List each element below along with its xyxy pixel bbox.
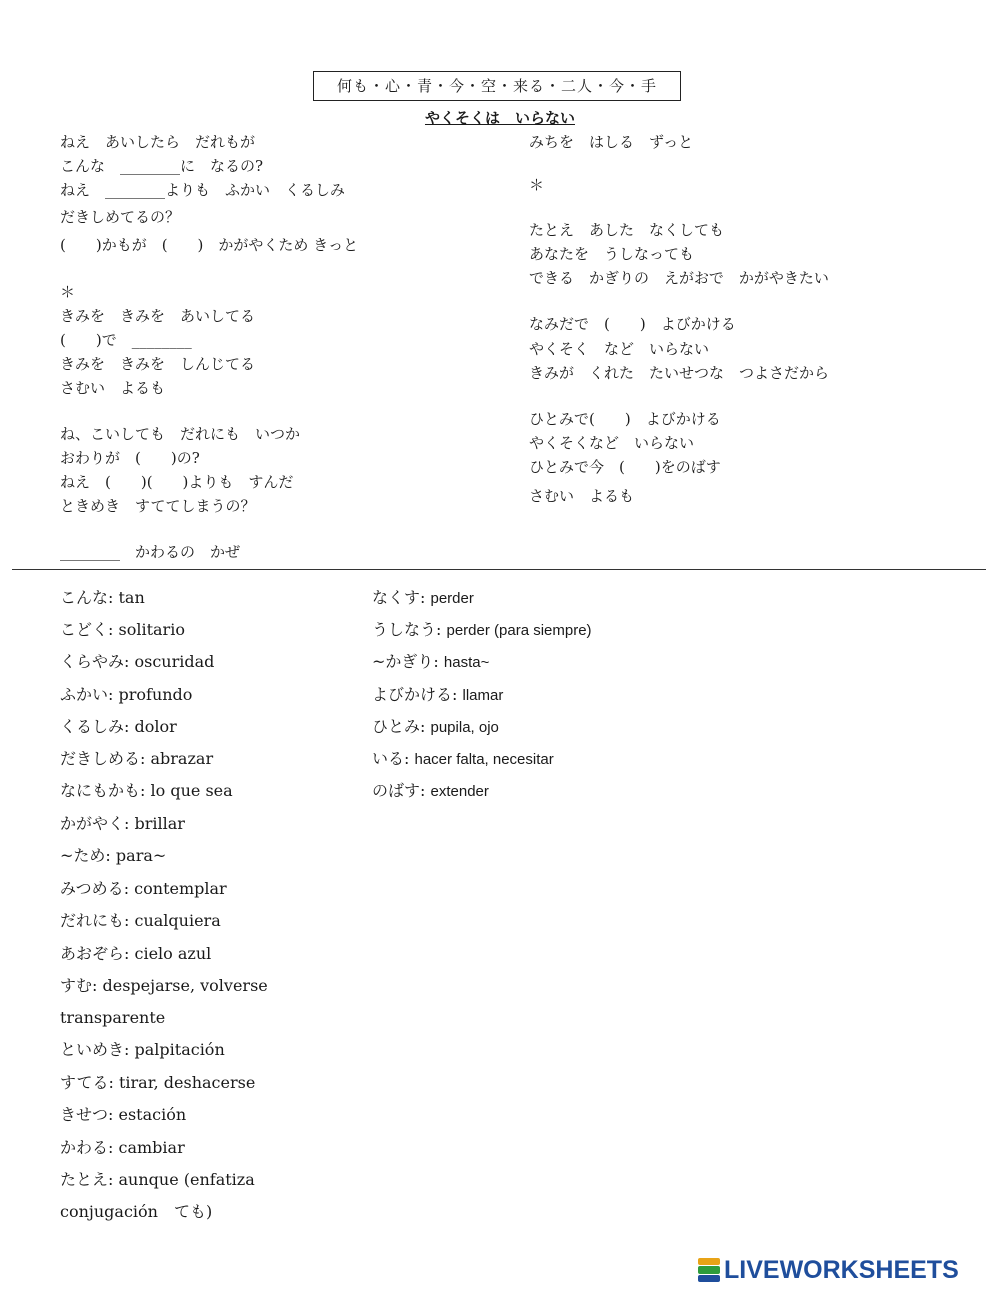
vocab-term: ひとみ [372,717,421,736]
vocab-definition: despejarse, volverse [102,976,268,995]
vocab-item: たとえ: aunque (enfatiza [60,1170,255,1189]
vocab-definition: perder (para siempre) [446,622,592,639]
vocab-definition: tan [118,588,145,607]
lyric-line: ＊ [60,283,76,301]
vocab-definition: cualquiera [134,911,221,930]
vocab-term: きせつ [60,1105,109,1124]
vocab-item: あおぞら: cielo azul [60,944,212,963]
vocab-item: うしなう: perder (para siempre) [372,620,592,639]
vocab-continuation [60,1008,165,1028]
vocab-term: あおぞら [60,944,125,963]
vocab-definition: perder [430,590,474,607]
logo-bar-2 [698,1266,720,1273]
lyric-line: さむい よるも [60,379,166,397]
vocab-item: なにもかも: lo que sea [60,781,233,800]
vocab-item: みつめる: contemplar [60,879,227,898]
vocab-definition: para~ [115,846,167,865]
vocab-term: ~ため [60,846,106,865]
lyric-line: ねえ ( )( )よりも すんだ [60,473,294,491]
vocab-term: こどく [60,620,109,639]
vocab-item: すてる: tirar, deshacerse [60,1073,256,1092]
logo-bar-1 [698,1258,720,1265]
lyric-line: おわりが ( )の? [60,449,200,467]
vocab-item: すむ: despejarse, volverse [60,976,268,995]
vocab-definition: dolor [134,717,177,736]
vocab-term: といめき [60,1040,125,1059]
lyric-line: あなたを うしなっても [529,245,695,263]
vocab-term: ~かぎり [372,652,434,671]
lyric-line: ひとみで( ) よびかける [529,410,721,428]
lyric-line: ＊ [529,176,545,194]
vocab-term: すてる [60,1073,109,1092]
vocab-item: ひとみ: pupila, ojo [372,717,499,736]
vocab-item: なくす: perder [372,588,474,607]
vocab-definition: extender [430,783,489,800]
lyric-line: ひとみで今 ( )をのばす [529,458,721,476]
lyric-line: たとえ あした なくしても [529,221,725,239]
lyric-line: きみが くれた たいせつな つよさだから [529,364,830,382]
lyric-line: できる かぎりの えがおで かがやきたい [529,269,829,287]
lyric-line: さむい よるも [529,487,635,505]
vocab-item: のばす: extender [372,781,489,800]
vocab-term: くらやみ [60,652,125,671]
vocab-term: かがやく [60,814,125,833]
lyric-line: だきしめてるの？ [60,208,181,226]
lyric-line: ときめき すててしまうの？ [60,497,256,515]
vocab-term: たとえ [60,1170,109,1189]
vocab-term: なくす [372,588,421,607]
vocab-item: よびかける: llamar [372,685,504,704]
vocab-term: みつめる [60,879,124,898]
vocab-definition: abrazar [150,749,214,768]
vocab-item: くるしみ: dolor [60,717,177,736]
vocab-definition: contemplar [134,879,227,898]
vocab-definition: cambiar [118,1138,185,1157]
lyric-line: きみを きみを しんじてる [60,355,256,373]
lyric-line: やくそくなど いらない [529,434,695,452]
vocab-definition: pupila, ojo [430,719,499,736]
vocab-item: だきしめる: abrazar [60,749,214,768]
vocab-item: いる: hacer falta, necesitar [372,749,554,768]
vocab-definition: transparente [60,1008,166,1027]
vocab-definition: profundo [118,685,193,704]
vocab-term: だれにも [60,911,125,930]
vocab-item: きせつ: estación [60,1105,187,1124]
logo-bar-3 [698,1275,720,1282]
lyric-line: きみを きみを あいしてる [60,307,256,325]
vocab-definition: conjugación ても) [60,1202,213,1221]
vocab-term: こんな [60,588,109,607]
vocab-item: ~ため: para~ [60,846,167,865]
lyric-line: やくそく など いらない [529,340,710,358]
vocab-term: くるしみ [60,717,125,736]
vocab-item: ~かぎり: hasta~ [372,652,490,671]
lyric-line: みちを はしる ずっと [529,133,694,151]
vocab-definition: oscuridad [134,652,215,671]
vocab-definition: estación [118,1105,187,1124]
vocab-term: うしなう [372,620,437,639]
vocab-definition: hacer falta, necesitar [414,751,554,768]
vocab-item: こどく: solitario [60,620,185,639]
lyric-line: ねえ ________よりも ふかい くるしみ [60,181,346,199]
vocab-term: のばす [372,781,421,800]
vocab-definition: llamar [462,687,504,704]
vocab-term: いる [372,749,405,768]
vocab-item: こんな: tan [60,588,145,607]
song-title: やくそくは いらない [424,109,575,127]
vocab-item: かわる: cambiar [60,1138,185,1157]
vocab-term: だきしめる [60,749,141,768]
vocab-definition: hasta~ [443,654,490,671]
lyric-line: ( )で ________ [60,331,192,349]
section-divider [12,569,986,570]
lyric-line: ね、こいしても だれにも いつか [60,425,301,443]
vocab-definition: palpitación [134,1040,225,1059]
vocab-item: かがやく: brillar [60,814,185,833]
vocab-item: といめき: palpitación [60,1040,225,1059]
lyric-line: こんな ________に なるの? [60,157,264,175]
vocab-definition: aunque (enfatiza [118,1170,255,1189]
vocab-definition: lo que sea [150,781,233,800]
vocab-definition: tirar, deshacerse [118,1073,256,1092]
vocab-definition: cielo azul [134,944,212,963]
lyric-line: ________ かわるの かぜ [60,543,241,561]
liveworksheets-logo-icon [698,1258,720,1282]
vocab-continuation [60,1202,212,1222]
vocab-definition: brillar [134,814,185,833]
vocab-term: すむ [60,976,93,995]
vocab-term: よびかける [372,685,453,704]
liveworksheets-logo[interactable] [698,1257,959,1283]
vocab-definition: solitario [118,620,185,639]
lyric-line: なみだで ( ) よびかける [529,315,736,333]
vocab-term: なにもかも [60,781,141,800]
word-bank: 何も・心・青・今・空・来る・二人・今・手 [313,71,681,101]
vocab-term: かわる [60,1138,109,1157]
vocab-item: だれにも: cualquiera [60,911,221,930]
vocab-item: ふかい: profundo [60,685,193,704]
vocab-term: ふかい [60,685,109,704]
lyric-line: ( )かもが ( ) かがやくため きっと [60,236,359,254]
logo-text: LIVEWORKSHEETS [724,1256,959,1284]
lyric-line: ねえ あいしたら だれもが [60,133,256,151]
vocab-item: くらやみ: oscuridad [60,652,215,671]
